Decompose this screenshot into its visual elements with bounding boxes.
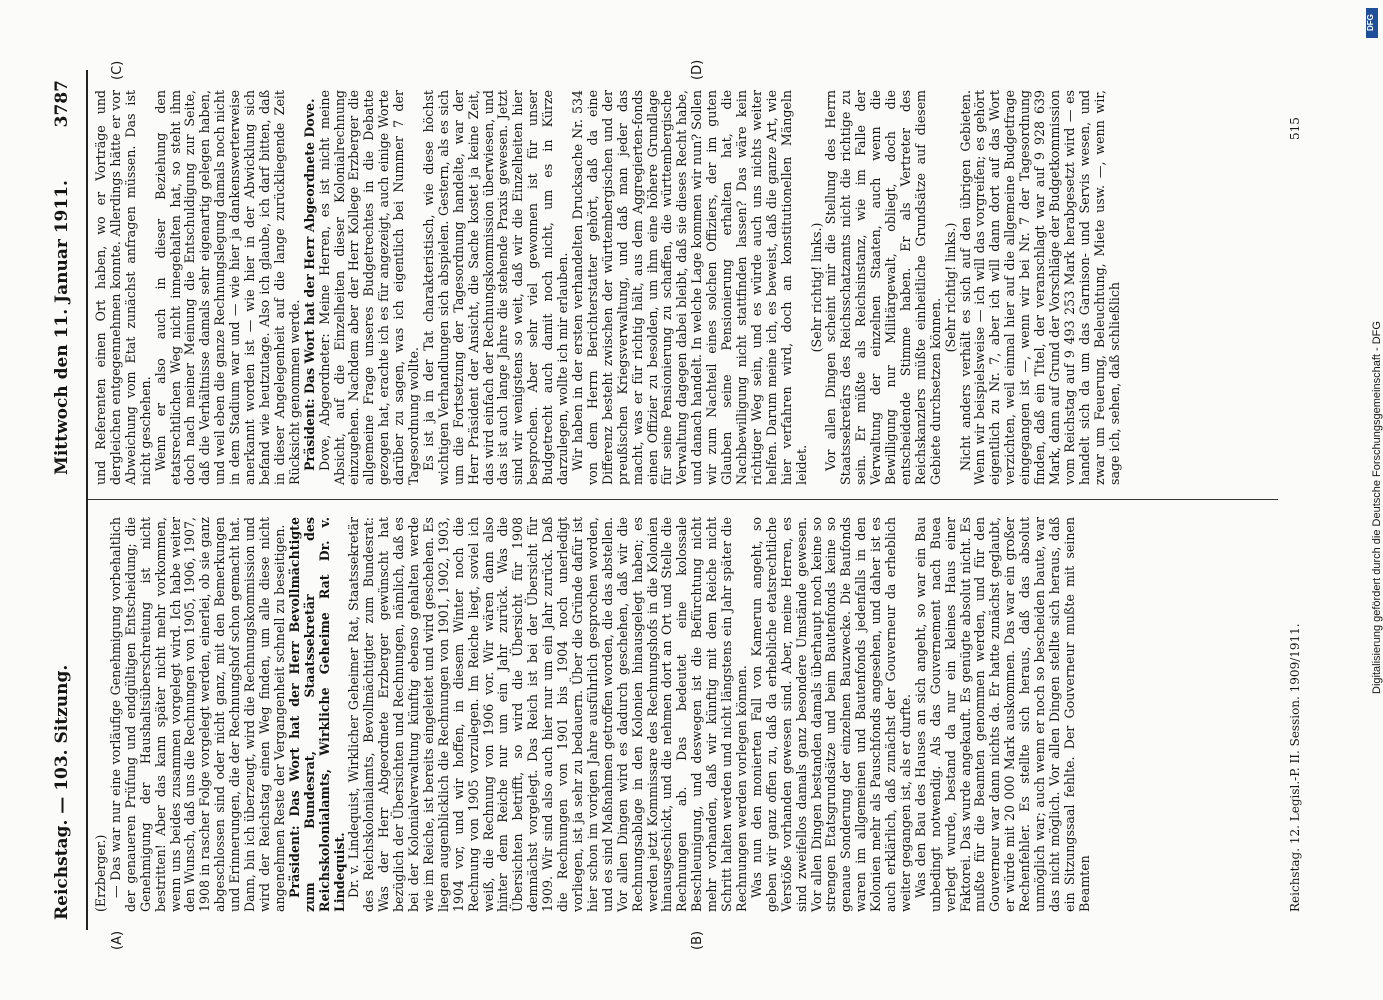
paragraph: — Das war nur eine vorläufige Genehmigung vorbehaltlich der genaueren Prüfung und endgültigen Entscheidung; die Genehmigung der Haushaltsüberschreitung ist nicht bestritten! Aber das kann später nicht mehr vorkommen, wenn uns beides zusammen vorgelegt wird. Ich habe weiter den Wunsch, daß uns die Rechnungen von 1905, 1906, 1907, 1908 in rascher Folge vorgelegt werden, einerlei, ob sie ganz abgeschlossen sind oder nicht ganz, mit den Bemerkungen und Erinnerungen, die der Rechnungshof schon gemacht hat. Dann, bin ich überzeugt, wird die Rechnungskommission und wird der Reichstag einen Weg finden, um alle diese nicht angenehmen Reste der Vergangenheit schnell zu beseitigen.	[107, 517, 287, 912]
paragraph: Nicht anders verhält es sich auf den übrigen Gebieten. Wenn wir beispielsweise — ich will das vorgreifen; es gehört eigentlich zu Nr. 7, aber ich will dann dort auf das Wort verzichten, weil einmal hier auf die allgemeine Budgetfrage eingegangen ist —, wenn wir bei Nr. 7 der Tagesordnung finden, daß ein Titel, der veranschlagt war auf 9 928 639 Mark, dann auf Grund der Vorschläge der Budgetkommission vom Reichstag auf 9 493 253 Mark herabgesetzt wird — es handelt sich da um das Garnison- und Servis wesen, und zwar um Feuerung, Beleuchtung, Miete usw. —, wenn wir, sage ich, sehen, daß schließlich	[957, 90, 1122, 485]
interjection: (Sehr richtig! links.)	[808, 222, 824, 353]
dfg-logo: DFG	[1366, 8, 1378, 38]
digitization-credit: Digitalisierung gefördert durch die Deutsche Forschungsgemeinschaft - DFG	[1371, 321, 1383, 694]
margin-mark-b: (B)	[690, 930, 705, 950]
paragraph: Vor allen Dingen scheint mir die Stellung des Herrn Staatssekretärs des Reichsschatzamts nicht die richtige zu sein. Er müßte als Reichsinstanz, wie im Falle der Verwaltung der einzelnen Staaten, auch wenn die Bewilligung nur Militärgewalt, obliegt, doch die entscheidende Stimme haben. Er als Vertreter des Reichskanzlers müßte einheitliche Grundsätze auf diesem Gebiete durchsetzen können.	[823, 90, 943, 485]
header-rule	[86, 70, 88, 930]
president-announcement: Präsident: Das Wort hat der Herr Abgeordnete Dove.	[301, 98, 317, 471]
margin-mark-d: (D)	[690, 59, 705, 80]
header-page-number: 3787	[52, 80, 72, 128]
header-center: Mittwoch den 11. Januar 1911.	[52, 180, 72, 475]
left-column	[94, 517, 1093, 912]
paragraph: Was den Bau des Hauses an sich angeht, so war ein Bau unbedingt notwendig. Als das Gouvernement nach Buea verlegt wurde, bestand da nur ein kleines Haus einer Faktorei. Das wurde angekauft. Es genügte absolut nicht. Es mußte für die Beamten genommen werden, und für den Gouverneur war dann nichts da. Er hatte zunächst geglaubt, er würde mit 20 000 Mark auskommen. Das war ein großer Rechenfehler. Es stellte sich heraus, daß das absolut unmöglich war; auch wenn er noch so bescheiden baute, war das nicht möglich. Vor allen Dingen stellte sich heraus, daß ein Sitzungssaal fehlte. Der Gouverneur mußte mit seinen Beamten	[912, 517, 1092, 912]
paragraph: Dr. v. Lindequist, Wirklicher Geheimer Rat, Staatssekretär des Reichskolonialamts, Bevollmächtigter zum Bundesrat: Was der Herr Abgeordnete Erzberger gewünscht hat bezüglich der Übersichten und Rechnungen, nämlich, daß es bei der Kolonialverwaltung künftig ebenso gehalten werde wie im Reiche, ist bereits eingeleitet und wird geschehen. Es liegen augenblicklich die Rechnungen von 1901, 1902, 1903, 1904 vor, und wir hoffen, in diesem Winter noch die Rechnung von 1905 vorzulegen. Im Reiche liegt, soviel ich weiß, die Rechnung von 1906 vor. Wir wären dann also hinter dem Reiche nur um ein Jahr zurück. Was die Übersichten betrifft, so wird die Übersicht für 1908 demnächst vorgelegt. Das Reich ist bei der Übersicht für 1909. Wir sind also auch hier nur um ein Jahr zurück. Daß die Rechnungen von 1901 bis 1904 noch unerledigt vorliegen, ist ja sehr zu bedauern. Über die Gründe dafür ist hier schon im vorigen Jahre ausführlich gesprochen worden, und es sind Maßnahmen getroffen worden, die das abstellen. Vor allen Dingen wird es dadurch geschehen, daß wir die Rechnungsablage in den Kolonien hinausgelegt haben; es werden jetzt Kommissare des Rechnungshofs in die Kolonien hinausgeschickt, und die nehmen dort an Ort und Stelle die Rechnungen ab. Das bedeutet eine kolossale Beschleunigung, und deswegen ist die Befürchtung nicht mehr vorhanden, daß wir künftig mit dem Reiche nicht Schritt halten werden und nicht längstens ein Jahr später die Rechnungen werden vorlegen können.	[346, 517, 749, 912]
interjection: (Sehr richtig! links.)	[942, 222, 958, 353]
column-divider	[88, 499, 1278, 500]
paragraph: Was nun den monierten Fall von Kamerun angeht, so geben wir ganz offen zu, daß da erhebliche etatsrechtliche Verstöße vorhanden gewesen sind. Aber, meine Herren, es sind zweifellos damals ganz besondere Umstände gewesen. Vor allen Dingen bestanden damals überhaupt noch keine so strengen Etatsgrundsätze und beim Bautenfonds keine so genaue Sonderung der einzelnen Bauzwecke. Die Baufonds waren im allgemeinen und Bautenfonds jedenfalls in den Kolonien mehr als Pauschfonds angesehen, und daher ist es auch erklärlich, daß zunächst der Gouverneur da erheblich weiter gegangen ist, als er durfte.	[748, 517, 913, 912]
president-announcement: Präsident: Das Wort hat der Herr Bevollmächtigte zum Bundesrat, Staatssekretär des Reichskolonialamts, Wirkliche Geheime Rat Dr. v. Lindequist.	[286, 517, 347, 912]
margin-mark-c: (C)	[110, 60, 125, 80]
paragraph: Es ist ja in der Tat charakteristisch, wie diese höchst wichtigen Verhandlungen sich abspielen. Gestern, als es sich um die Fortsetzung der Tagesordnung handelte, war der Herr Präsident der Ansicht, die Sache kostet ja keine Zeit, das wird einfach der Rechnungskommission überwiesen, und das ist auch lange Jahre die stehende Praxis gewesen. Jetzt sind wir wenigstens so weit, daß wir die Einzelheiten hier besprochen. Aber sehr viel gewonnen ist für unser Budgetrecht auch damit noch nicht, um es in Kürze darzulegen, wollte ich mir erlauben.	[420, 90, 571, 485]
paragraph: Wenn er also auch in dieser Beziehung den etatsrechtlichen Weg nicht innegehalten hat, so steht ihm doch nach meiner Meinung die Entschuldigung zur Seite, daß die Verhältnisse damals sehr eigenartig gelegen haben, und weil eben die ganze Rechnungslegung damals noch nicht in dem Stadium war und — wie hier ja dankenswerterweise anerkannt worden ist — wie hier in der Abwicklung sich befand wie heutzutage. Also ich glaube, ich darf bitten, daß in dieser Angelegenheit auf die lange zurückliegende Zeit Rücksicht genommen werde.	[152, 90, 302, 485]
paragraph: und Referenten einen Ort haben, wo er Vorträge und dergleichen entgegennehmen konnte. Allerdings hätte er vor Abweichung vom Etat zunächst anfragen müssen. Das ist nicht geschehen.	[93, 90, 153, 485]
running-header	[52, 80, 82, 920]
right-column	[94, 90, 1123, 485]
margin-mark-a: (A)	[110, 930, 125, 950]
paragraph: Wir haben in der ersten verhandelten Drucksache Nr. 534 von dem Herrn Berichterstatter gehört, daß da eine Differenz besteht zwischen der württembergischen und der preußischen Kriegsverwaltung, und daß man jeder das macht, was er für richtig hält, aus dem Aggregierten-fonds einen Offizier zu besolden, um ihm eine höhere Grundlage für seine Pensionierung zu schaffen, die württembergische Verwaltung dagegen dabei bleibt, daß sie dieses Recht habe, und danach handelt. In welche Lage kommen wir nun? Sollen wir zum Nachteil eines solchen Offiziers, der im guten Glauben seine Pensionierung erhalten hat, die Nachbewilligung nicht stattfinden lassen? Das wäre kein richtiger Weg sein, und es würde auch uns nichts weiter helfen. Darum meine ich, es beweist, daß die ganze Art, wie hier verfahren wird, doch an konstitutionellen Mängeln leidet.	[570, 90, 809, 485]
paragraph: Dove, Abgeordneter: Meine Herren, es ist nicht meine Absicht, auf die Einzelheiten dieser Kolonialrechnung einzugehen. Nachdem aber der Herr Kollege Erzberger die allgemeine Frage unseres Budgetrechtes in die Debatte gezogen hat, erachte ich es für angezeigt, auch einige Worte darüber zu sagen, was ich eigentlich bei Nummer 7 der Tagesordnung wollte.	[316, 90, 422, 485]
speaker-continuation: (Erzberger.)	[93, 834, 108, 912]
header-left: Reichstag. — 103. Sitzung.	[52, 664, 72, 920]
footer-right: 515	[1288, 117, 1302, 140]
footer-left: Reichstag. 12. Legisl.-P. II. Session. 1909/1911.	[1288, 623, 1302, 912]
